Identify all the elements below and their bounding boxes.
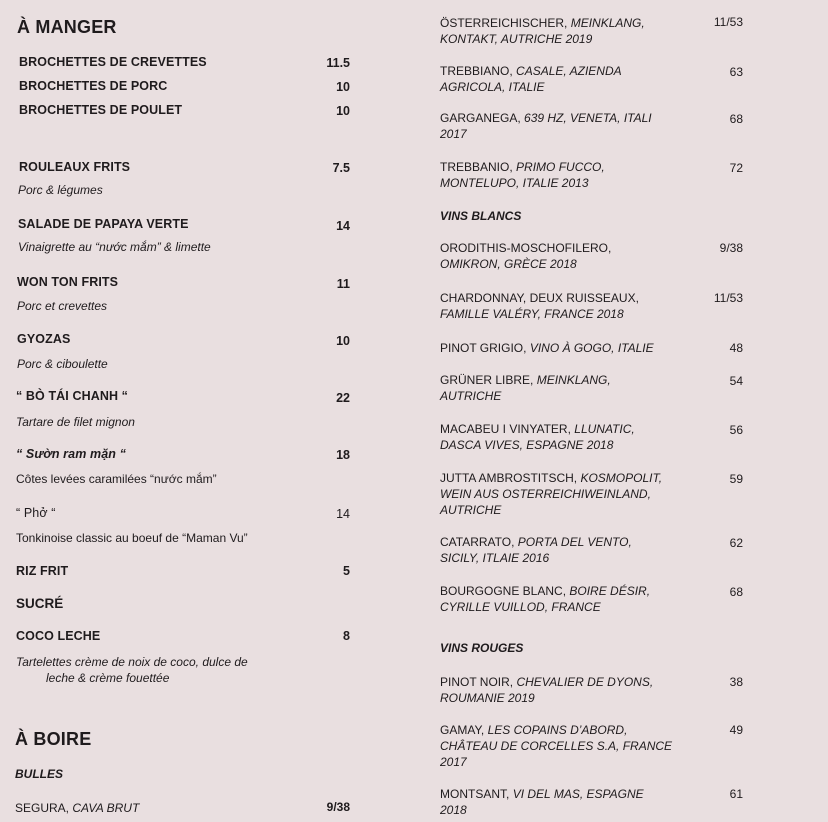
wine-price: 56 xyxy=(729,423,743,437)
wine-producer: ÖSTERREICHISCHER, xyxy=(440,16,568,30)
menu-item-price: 18 xyxy=(336,448,350,462)
wine-entry xyxy=(440,340,654,356)
wine-producer: PINOT NOIR, xyxy=(440,675,514,689)
menu-item-price: 14 xyxy=(336,219,350,233)
menu-item-description: Vinaigrette au “nước mắm” & limette xyxy=(18,240,211,254)
wine-price: 62 xyxy=(729,536,743,550)
wine-origin: KONTAKT, AUTRICHE 2019 xyxy=(440,32,593,46)
wine-origin: 2017 xyxy=(440,127,467,141)
menu-item-name: BROCHETTES DE POULET xyxy=(19,103,183,117)
wine-producer: TREBBIANO, xyxy=(440,64,513,78)
menu-item-name: WON TON FRITS xyxy=(17,275,119,289)
wine-name: MEINKLANG, xyxy=(570,16,645,30)
menu-item-name: GYOZAS xyxy=(17,332,71,346)
wine-producer: TREBBANIO, xyxy=(440,160,513,174)
menu-item-description: Tonkinoise classic au boeuf de “Maman Vu” xyxy=(16,531,248,545)
menu-item-name: “ Sườn ram mặn “ xyxy=(16,447,126,461)
wine-name: VI DEL MAS, ESPAGNE xyxy=(512,787,644,801)
wine-name: CHEVALIER DE DYONS, xyxy=(516,675,654,689)
menu-item-price: 10 xyxy=(336,334,350,348)
wine-entry xyxy=(440,470,662,518)
wine-entry xyxy=(440,421,635,453)
menu-item-price: 10 xyxy=(336,80,350,94)
wine-origin: AUTRICHE xyxy=(440,503,502,517)
wine-producer: SEGURA, xyxy=(15,801,70,815)
wine-producer: PINOT GRIGIO, xyxy=(440,341,527,355)
wine-origin: 2017 xyxy=(440,755,467,769)
wine-price: 61 xyxy=(729,787,743,801)
wine-price: 68 xyxy=(729,585,743,599)
wine-name: PRIMO FUCCO, xyxy=(516,160,605,174)
wine-price: 11/53 xyxy=(713,15,743,29)
menu-item-description: leche & crème fouettée xyxy=(46,671,170,685)
wine-entry xyxy=(440,290,639,322)
menu-item-price: 7.5 xyxy=(332,161,350,175)
wine-producer: GRÜNER LIBRE, xyxy=(440,373,534,387)
wine-price: 9/38 xyxy=(719,241,743,255)
menu-item-description: Porc & légumes xyxy=(18,183,103,197)
wine-entry xyxy=(440,110,652,142)
wine-name: LES COPAINS D’ABORD, xyxy=(487,723,628,737)
menu-item-price: 5 xyxy=(343,564,350,578)
wine-entry xyxy=(440,534,632,566)
menu-item-price: 10 xyxy=(336,104,350,118)
menu-item-price: 14 xyxy=(336,507,350,521)
wine-price: 63 xyxy=(729,65,743,79)
wine-producer: MONTSANT, xyxy=(440,787,510,801)
wine-entry xyxy=(440,15,645,47)
wine-origin: CHÂTEAU DE CORCELLES S.A, FRANCE xyxy=(440,739,673,753)
wine-name: CAVA BRUT xyxy=(72,801,140,815)
wine-producer: ORODITHIS-MOSCHOFILERO, xyxy=(440,241,612,255)
menu-item-price: 22 xyxy=(336,391,350,405)
wine-name: VINO À GOGO, ITALIE xyxy=(529,341,654,355)
wine-origin: MONTELUPO, ITALIE 2013 xyxy=(440,176,589,190)
wine-name: BOIRE DÉSIR, xyxy=(569,584,651,598)
wine-entry xyxy=(440,786,644,818)
menu-item-description: Porc et crevettes xyxy=(17,299,108,313)
section-heading-bulles: BULLES xyxy=(15,767,63,781)
wine-entry xyxy=(440,63,622,95)
wine-name: LLUNATIC, xyxy=(574,422,635,436)
wine-producer: CHARDONNAY, DEUX RUISSEAUX, xyxy=(440,291,639,305)
wine-origin: DASCA VIVES, ESPAGNE 2018 xyxy=(440,438,614,452)
menu-item-name: RIZ FRIT xyxy=(16,564,69,578)
wine-price: 9/38 xyxy=(326,800,350,814)
heading-a-manger: À MANGER xyxy=(17,17,117,37)
wine-producer: JUTTA AMBROSTITSCH, xyxy=(440,471,578,485)
wine-entry xyxy=(440,674,653,706)
menu-item-name: BROCHETTES DE CREVETTES xyxy=(19,55,207,69)
wine-origin: AGRICOLA, ITALIE xyxy=(440,80,545,94)
menu-item-description: Tartelettes crème de noix de coco, dulce de xyxy=(16,655,248,669)
section-heading-vins-rouges: VINS ROUGES xyxy=(440,641,524,655)
wine-producer: GARGANEGA, xyxy=(440,111,521,125)
section-heading-vins-blancs: VINS BLANCS xyxy=(440,209,522,223)
wine-entry xyxy=(440,240,611,272)
wine-producer: BOURGOGNE BLANC, xyxy=(440,584,567,598)
wine-name: CASALE, AZIENDA xyxy=(516,64,622,78)
wine-origin: CYRILLE VUILLOD, FRANCE xyxy=(440,600,601,614)
menu-item-description: Tartare de filet mignon xyxy=(16,415,135,429)
wine-origin: ROUMANIE 2019 xyxy=(440,691,535,705)
wine-name: 639 HZ, VENETA, ITALI xyxy=(524,111,652,125)
wine-price: 72 xyxy=(729,161,743,175)
wine-entry xyxy=(440,583,650,615)
wine-producer: MACABEU I VINYATER, xyxy=(440,422,571,436)
menu-item-price: 11 xyxy=(336,277,350,291)
menu-item-description: Porc & ciboulette xyxy=(17,357,108,371)
menu-item-name: BROCHETTES DE PORC xyxy=(19,79,168,93)
wine-price: 48 xyxy=(729,341,743,355)
menu-item-name: COCO LECHE xyxy=(16,629,101,643)
section-heading-sucre: SUCRÉ xyxy=(16,596,64,611)
menu-item-name: “ Phở “ xyxy=(16,506,56,520)
menu-item-name: ROULEAUX FRITS xyxy=(19,160,131,174)
wine-entry xyxy=(15,800,139,816)
menu-item-name: “ BÒ TÁI CHANH “ xyxy=(16,389,129,403)
wine-producer: GAMAY, xyxy=(440,723,485,737)
menu-item-name: SALADE DE PAPAYA VERTE xyxy=(18,217,189,231)
wine-name: PORTA DEL VENTO, xyxy=(517,535,632,549)
wine-producer: CATARRATO, xyxy=(440,535,515,549)
wine-entry xyxy=(440,722,672,770)
wine-origin: FAMILLE VALÉRY, FRANCE 2018 xyxy=(440,307,624,321)
menu-item-price: 11.5 xyxy=(326,56,350,70)
wine-origin: SICILY, ITLAIE 2016 xyxy=(440,551,550,565)
wine-price: 59 xyxy=(729,472,743,486)
wine-price: 49 xyxy=(729,723,743,737)
wine-origin: WEIN AUS OSTERREICHIWEINLAND, xyxy=(440,487,651,501)
menu-item-description: Côtes levées caramilées “nước mắm” xyxy=(16,472,217,486)
heading-a-boire: À BOIRE xyxy=(15,729,92,749)
wine-price: 68 xyxy=(729,112,743,126)
wine-price: 38 xyxy=(729,675,743,689)
wine-name: KOSMOPOLIT, xyxy=(580,471,663,485)
wine-price: 11/53 xyxy=(713,291,743,305)
wine-entry xyxy=(440,372,611,404)
wine-entry xyxy=(440,159,605,191)
wine-price: 54 xyxy=(729,374,743,388)
wine-name: MEINKLANG, xyxy=(536,373,611,387)
wine-origin: AUTRICHE xyxy=(440,389,502,403)
menu-item-price: 8 xyxy=(343,629,350,643)
wine-origin: OMIKRON, GRÈCE 2018 xyxy=(440,257,577,271)
wine-origin: 2018 xyxy=(440,803,467,817)
